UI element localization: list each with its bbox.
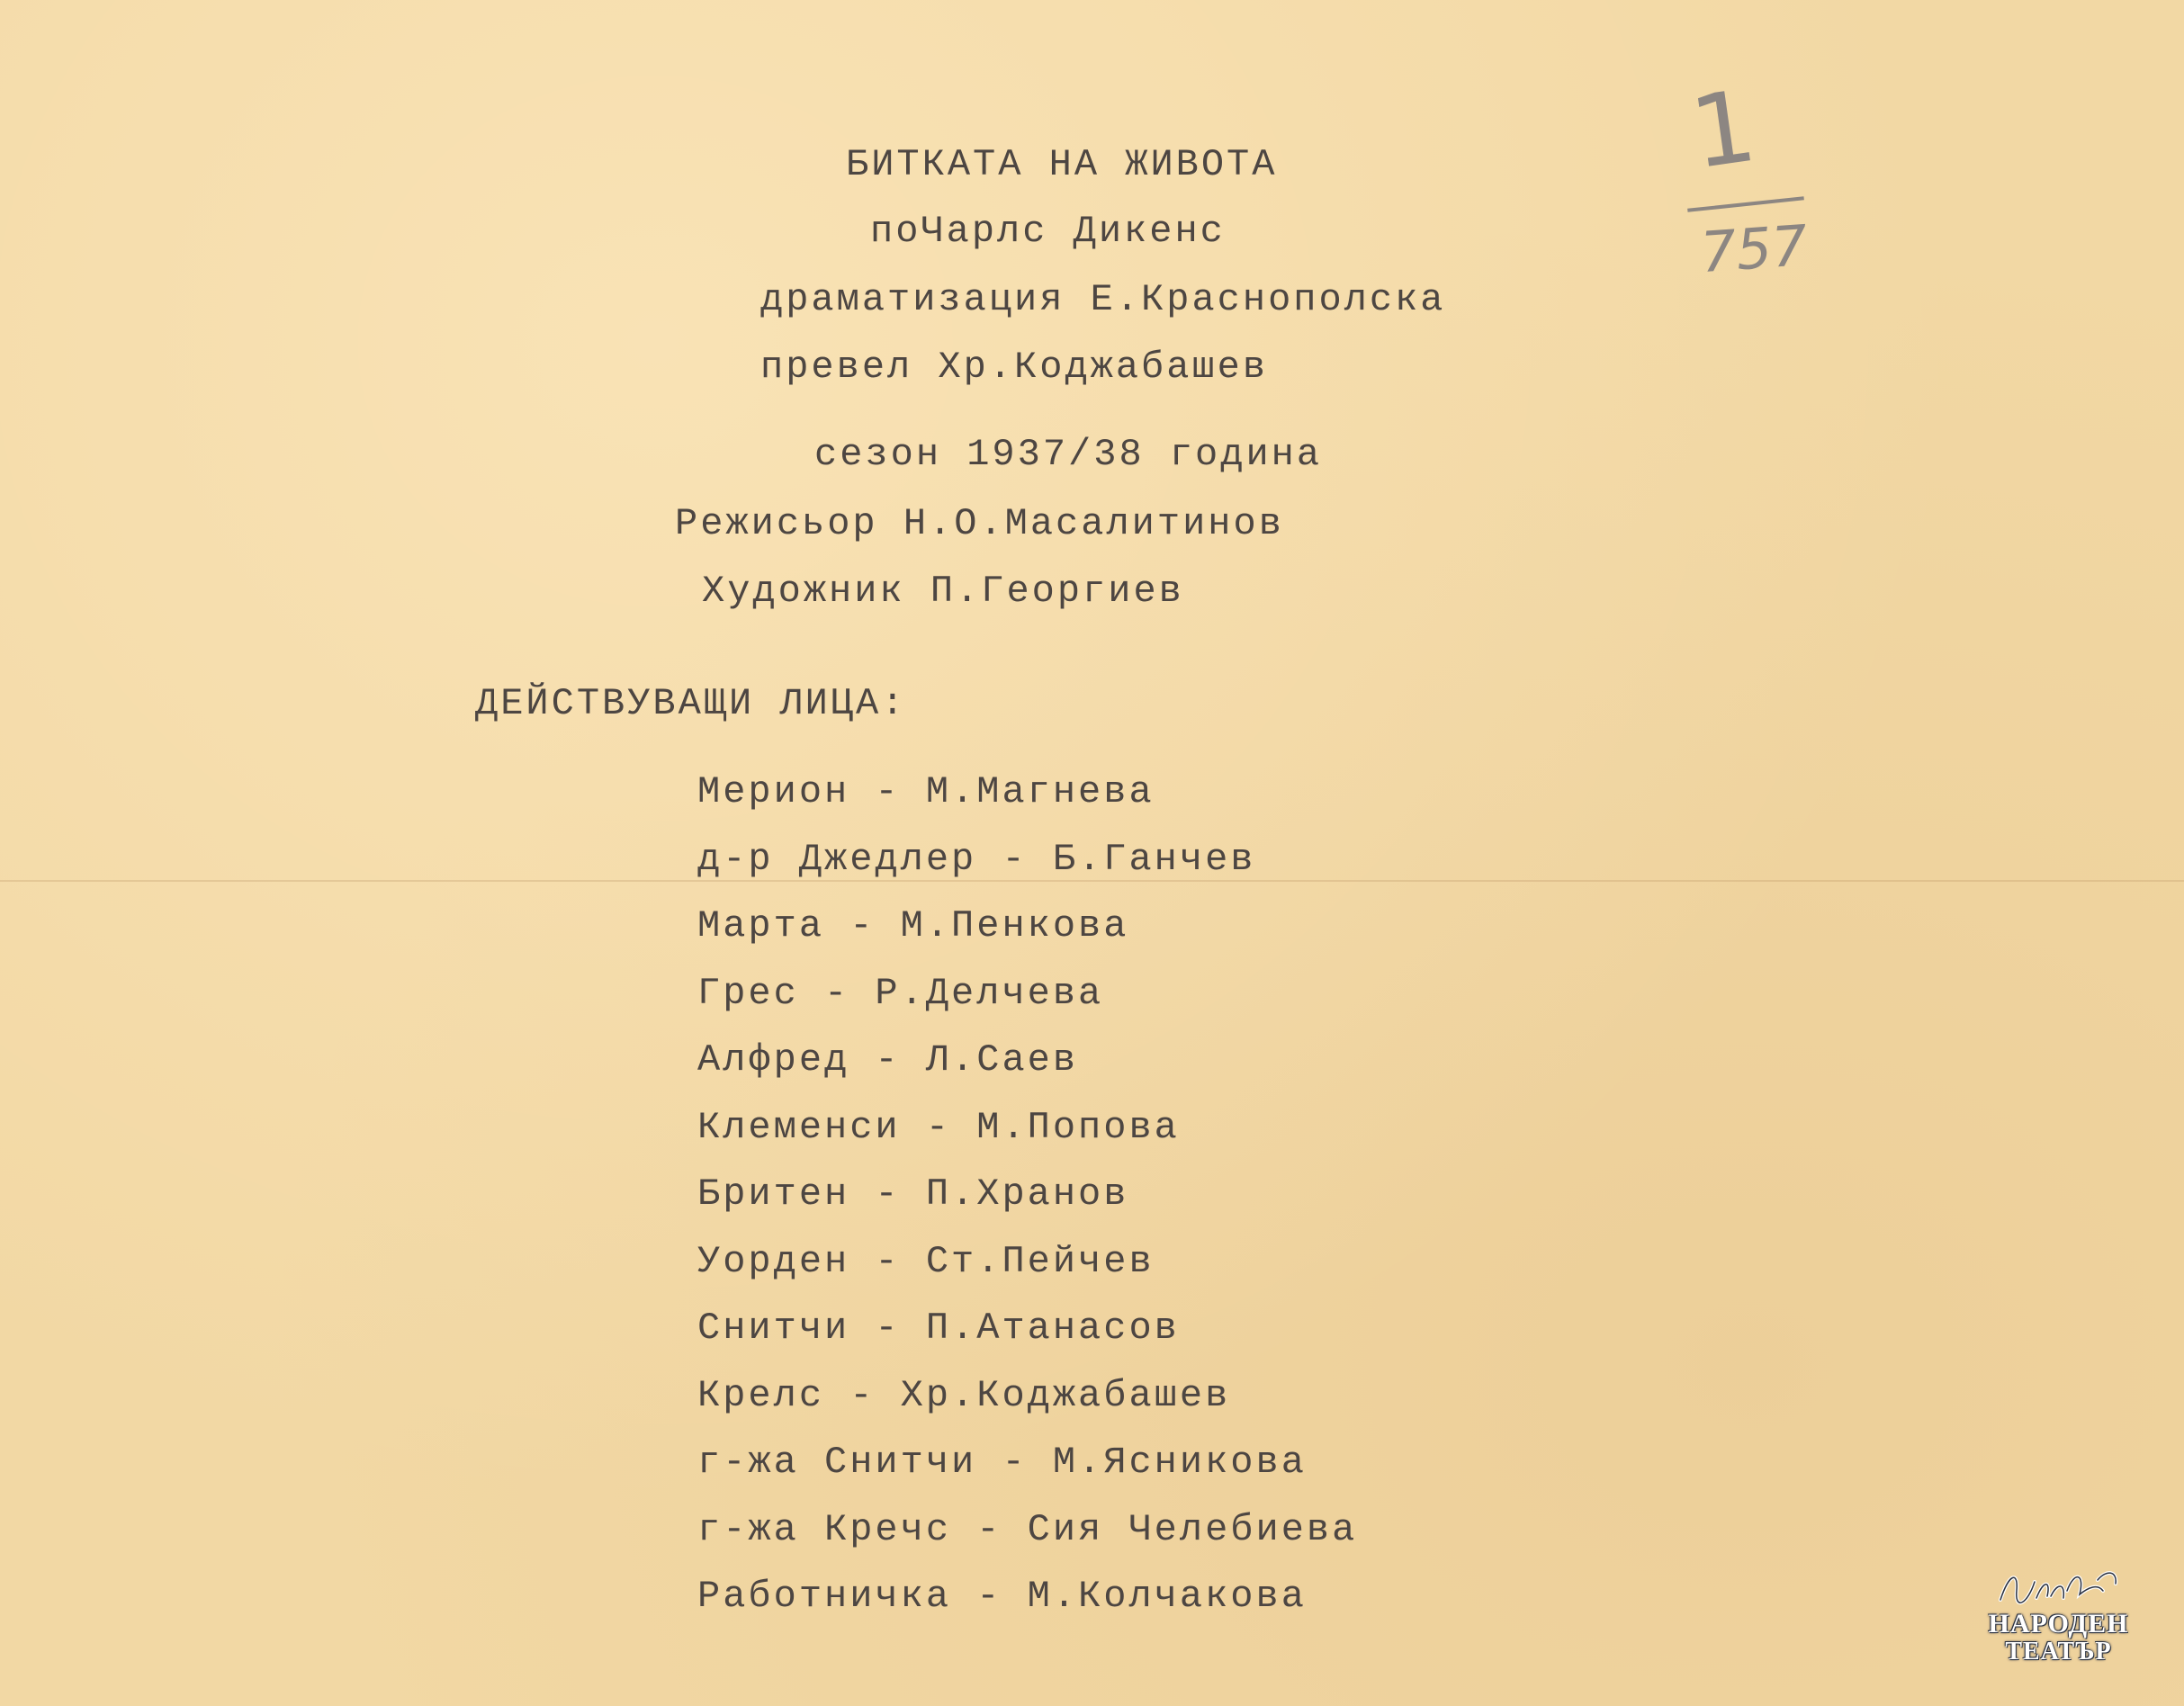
- cast-entry: Работничка - М.Колчакова: [697, 1575, 1307, 1618]
- national-theatre-logo: [1984, 1564, 2133, 1672]
- season-line: сезон 1937/38 година: [814, 433, 1323, 476]
- archive-denominator: 757: [1698, 211, 1810, 286]
- artist-line: Художник П.Георгиев: [702, 570, 1184, 613]
- archive-number-mark: [1674, 67, 1836, 306]
- cast-entry: г-жа Кречс - Сия Челебиева: [697, 1507, 1358, 1551]
- cast-list: [697, 769, 1357, 1641]
- director-line: Режисьор Н.О.Масалитинов: [675, 502, 1284, 545]
- cast-entry: Крелс - Хр.Коджабашев: [697, 1373, 1231, 1417]
- fraction-bar: [1687, 196, 1804, 212]
- cast-entry: Клеменси - М.Попова: [697, 1105, 1180, 1149]
- author-line: поЧарлс Дикенс: [870, 210, 1226, 253]
- translator-line: превел Хр.Коджабашев: [760, 346, 1269, 389]
- cast-entry: Марта - М.Пенкова: [697, 904, 1129, 947]
- cast-entry: д-р Джедлер - Б.Ганчев: [697, 837, 1256, 881]
- archive-numerator: 1: [1684, 67, 1763, 192]
- cast-entry: Уорден - Ст.Пейчев: [697, 1239, 1155, 1283]
- dramatization-line: драматизация Е.Краснополска: [760, 278, 1446, 321]
- cast-entry: Грес - Р.Делчева: [697, 971, 1104, 1015]
- logo-line-1: НАРОДЕН: [1988, 1609, 2129, 1639]
- cast-heading: ДЕЙСТВУВАЩИ ЛИЦА:: [475, 682, 907, 725]
- cast-entry: Бритен - П.Хранов: [697, 1172, 1129, 1216]
- cast-entry: Алфред - Л.Саев: [697, 1038, 1079, 1082]
- signature-icon: [1991, 1564, 2126, 1611]
- cast-entry: Снитчи - П.Атанасов: [697, 1306, 1180, 1350]
- logo-line-2: ТЕАТЪР: [2005, 1638, 2112, 1666]
- play-title: БИТКАТА НА ЖИВОТА: [846, 143, 1278, 186]
- cast-entry: г-жа Снитчи - М.Ясникова: [697, 1441, 1307, 1484]
- cast-entry: Мерион - М.Магнева: [697, 770, 1155, 813]
